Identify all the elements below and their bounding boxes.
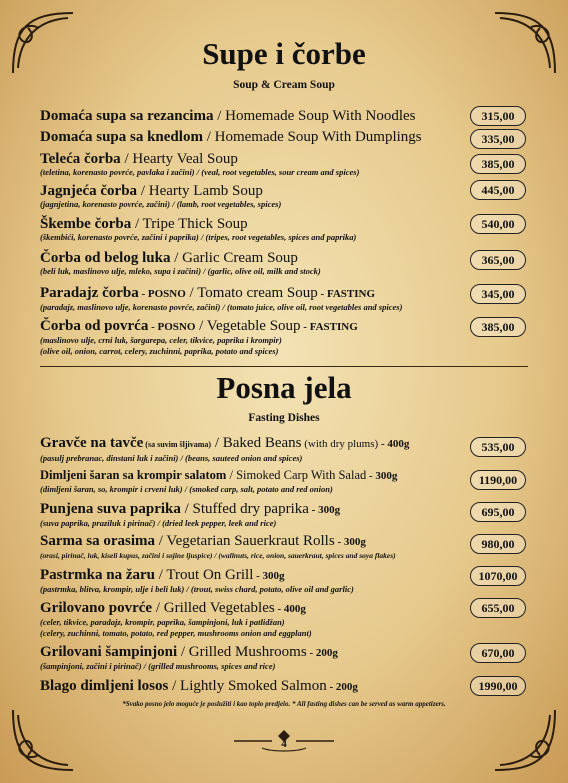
section-subtitle-soups: Soup & Cream Soup (233, 79, 335, 91)
price-badge: 385,00 (470, 154, 526, 174)
price-badge: 345,00 (470, 284, 526, 304)
menu-item: Grilovano povrće / Grilled Vegetables - 400g (celer, tikvice, paradajz, krompir, paprika, šampinjoni, luk i patlidžan) (celery, zuchinni, tomato, potato, red pepper, mushrooms onion and eggplant) (40, 600, 312, 638)
menu-item: Škembe čorba / Tripe Thick Soup (škembići, korenasto povrće, začini i paprika) / (tripes, root vegetables, spices and paprika) (40, 216, 357, 242)
price-badge: 385,00 (470, 317, 526, 337)
price-badge: 695,00 (470, 502, 526, 522)
price-badge: 445,00 (470, 180, 526, 200)
price-badge: 1190,00 (470, 470, 526, 490)
price-badge: 980,00 (470, 534, 526, 554)
menu-item: Paradajz čorba - POSNO / Tomato cream Soup - FASTING (paradajz, maslinovo ulje, korenasto povrće, začini) / (tomato juice, olive oil, root vegetables and spices) (40, 285, 403, 312)
section-divider (40, 366, 528, 367)
price-badge: 1990,00 (470, 676, 526, 696)
price-badge: 335,00 (470, 129, 526, 149)
menu-item: Teleća čorba / Hearty Veal Soup (teletina, korenasto povrće, pavlaka i začini) / (veal, root vegetables, sour cream and spices) (40, 151, 360, 177)
price-badge: 365,00 (470, 250, 526, 270)
menu-item: Domaća supa sa rezancima / Homemade Soup With Noodles (40, 108, 416, 124)
menu-item: Sarma sa orasima / Vegetarian Sauerkraut Rolls - 300g (orasi, pirinač, luk, kiseli kupus, začini i sojine ljuspice) / (wallnuts, rice, onion, sauerkraut, spices and soya flakes) (40, 533, 396, 560)
section-title-soups: Supe i čorbe (202, 36, 366, 71)
section-title-fasting: Posna jela (216, 370, 352, 405)
menu-item: Čorba od povrća - POSNO / Vegetable Soup - FASTING (maslinovo ulje, crni luk, šargarepa, celer, tikvice, paprika i krompir) (olive oil, onion, carrot, celery, zuchinni, paprika, potato and spices) (40, 318, 358, 356)
menu-item: Gravče na tavče (sa suvim šljivama) / Baked Beans (with dry plums) - 400g (pasulj prebranac, dinstani luk i začini) / (beans, sauteed onion and spices) (40, 435, 410, 463)
footnote: *Svako posno jelo moguće je poslužiti i kao toplo predjelo. * All fasting dishes can be served as warm appetizers. (122, 700, 446, 708)
page-number: 4 (281, 738, 287, 750)
price-badge: 535,00 (470, 437, 526, 457)
price-badge: 655,00 (470, 598, 526, 618)
price-badge: 670,00 (470, 643, 526, 663)
menu-item: Dimljeni šaran sa krompir salatom / Simoked Carp With Salad - 300g (dimljeni šaran, so, krompir i crveni luk) / (smoked carp, salt, potato and red onion) (40, 468, 398, 494)
price-badge: 1070,00 (470, 566, 526, 586)
price-badge: 315,00 (470, 106, 526, 126)
menu-item: Grilovani šampinjoni / Grilled Mushrooms - 200g (šampinjoni, začini i pirinač) / (grilled mushrooms, spices and rice) (40, 644, 338, 671)
menu-item: Blago dimljeni losos / Lightly Smoked Salmon - 200g (40, 678, 358, 694)
menu-item: Čorba od belog luka / Garlic Cream Soup (beli luk, maslinovo ulje, mleko, supa i začini) / (garlic, olive oil, milk and stock) (40, 250, 321, 276)
section-subtitle-fasting: Fasting Dishes (248, 412, 320, 424)
menu-item: Punjena suva paprika / Stuffed dry paprika - 300g (suva paprika, praziluk i pirinač) / (dried leek pepper, leek and rice) (40, 501, 341, 528)
menu-item: Pastrmka na žaru / Trout On Grill - 300g (pastrmka, blitva, krompir, ulje i beli luk) / (trout, swiss chard, potato, olive oil and garlic) (40, 567, 354, 594)
price-badge: 540,00 (470, 214, 526, 234)
menu-item: Domaća supa sa knedlom / Homemade Soup With Dumplings (40, 129, 422, 145)
menu-item: Jagnjeća čorba / Hearty Lamb Soup (jagnjetina, korenasto povrće, začini) / (lamb, root vegetables, spices) (40, 183, 282, 209)
